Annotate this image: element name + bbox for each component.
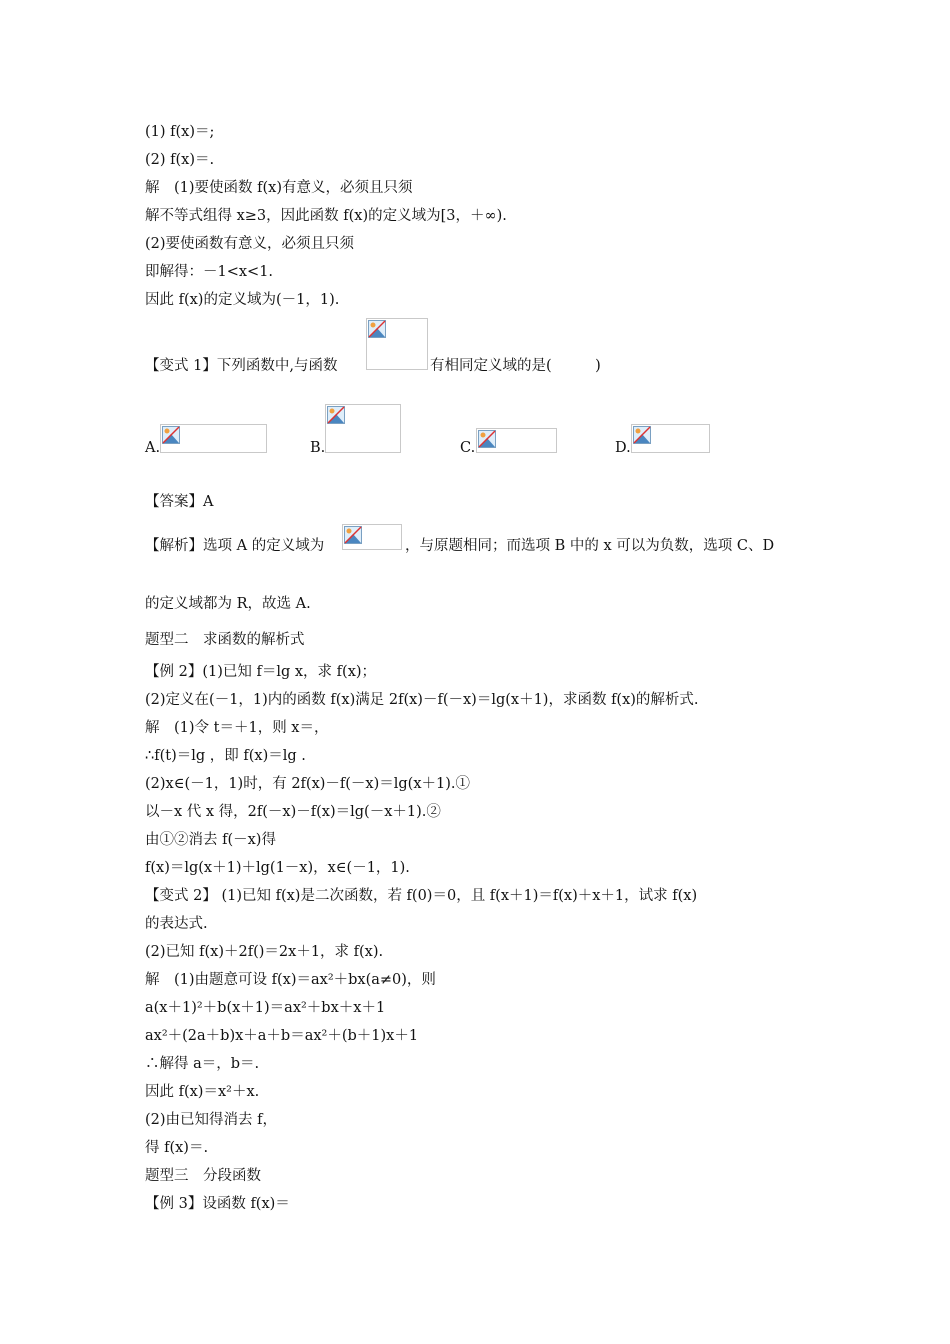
text-line: 解不等式组得 x≥3，因此函数 f(x)的定义域为[3，＋∞).: [145, 208, 507, 224]
broken-image-icon: [342, 524, 402, 550]
text-line: ∴解得 a＝，b＝.: [145, 1056, 260, 1072]
text-line: 以－x 代 x 得，2f(－x)－f(x)＝lg(－x＋1).②: [145, 804, 441, 820]
text-line: (2) f(x)＝.: [145, 152, 215, 168]
text-line: 的定义域都为 R，故选 A.: [145, 596, 311, 612]
text-line: ax²＋(2a＋b)x＋a＋b＝ax²＋(b＋1)x＋1: [145, 1028, 419, 1044]
broken-image-icon: [366, 318, 428, 370]
broken-image-icon: [325, 404, 401, 453]
text-line: 因此 f(x)＝x²＋x.: [145, 1084, 260, 1100]
text-line: f(x)＝lg(x＋1)＋lg(1－x)，x∈(－1，1).: [145, 860, 410, 876]
text-line: ∴f(t)＝lg ，即 f(x)＝lg .: [145, 748, 306, 764]
answer: 【答案】A: [145, 494, 214, 510]
text-line: (2)x∈(－1，1)时，有 2f(x)－f(－x)＝lg(x＋1).①: [145, 776, 471, 792]
option-b-label: B.: [310, 440, 326, 456]
section-heading: 题型二 求函数的解析式: [145, 632, 305, 648]
text-line: 因此 f(x)的定义域为(－1，1).: [145, 292, 340, 308]
text-line: (2)要使函数有意义，必须且只须: [145, 236, 355, 252]
analysis-suffix: ，与原题相同；而选项 B 中的 x 可以为负数，选项 C、D: [405, 538, 775, 554]
text-line: (2)由已知得消去 f，: [145, 1112, 278, 1128]
text-line: 【例 2】(1)已知 f＝lg x，求 f(x)；: [145, 664, 377, 680]
broken-image-icon: [160, 424, 267, 453]
text-line: (2)已知 f(x)＋2f()＝2x＋1，求 f(x).: [145, 944, 384, 960]
text-line: 即解得：－1<x<1.: [145, 264, 274, 280]
text-line: (1) f(x)＝;: [145, 124, 215, 140]
text-line: 由①②消去 f(－x)得: [145, 832, 276, 848]
analysis-prefix: 【解析】选项 A 的定义域为: [145, 538, 325, 554]
option-d-label: D.: [615, 440, 631, 456]
text-line: 【变式 2】 (1)已知 f(x)是二次函数，若 f(0)＝0，且 f(x＋1)＝f(x)＋x＋1，试求 f(x): [145, 888, 698, 904]
broken-image-icon: [476, 428, 557, 453]
text-line: a(x＋1)²＋b(x＋1)＝ax²＋bx＋x＋1: [145, 1000, 386, 1016]
option-a-label: A.: [145, 440, 161, 456]
option-c-label: C.: [460, 440, 476, 456]
variant1-prefix: 【变式 1】下列函数中,与函数: [145, 358, 338, 374]
section-heading: 题型三 分段函数: [145, 1168, 261, 1184]
text-line: 【例 3】设函数 f(x)＝: [145, 1196, 290, 1212]
broken-image-icon: [631, 424, 710, 453]
text-line: 得 f(x)＝.: [145, 1140, 209, 1156]
text-line: (2)定义在(－1，1)内的函数 f(x)满足 2f(x)－f(－x)＝lg(x＋1)，求函数 f(x)的解析式.: [145, 692, 699, 708]
text-line: 解 (1)令 t＝＋1，则 x＝，: [145, 720, 329, 736]
text-line: 解 (1)要使函数 f(x)有意义，必须且只须: [145, 180, 413, 196]
variant1-suffix: 有相同定义域的是( ): [430, 358, 601, 374]
text-line: 的表达式.: [145, 916, 208, 932]
text-line: 解 (1)由题意可设 f(x)＝ax²＋bx(a≠0)，则: [145, 972, 436, 988]
